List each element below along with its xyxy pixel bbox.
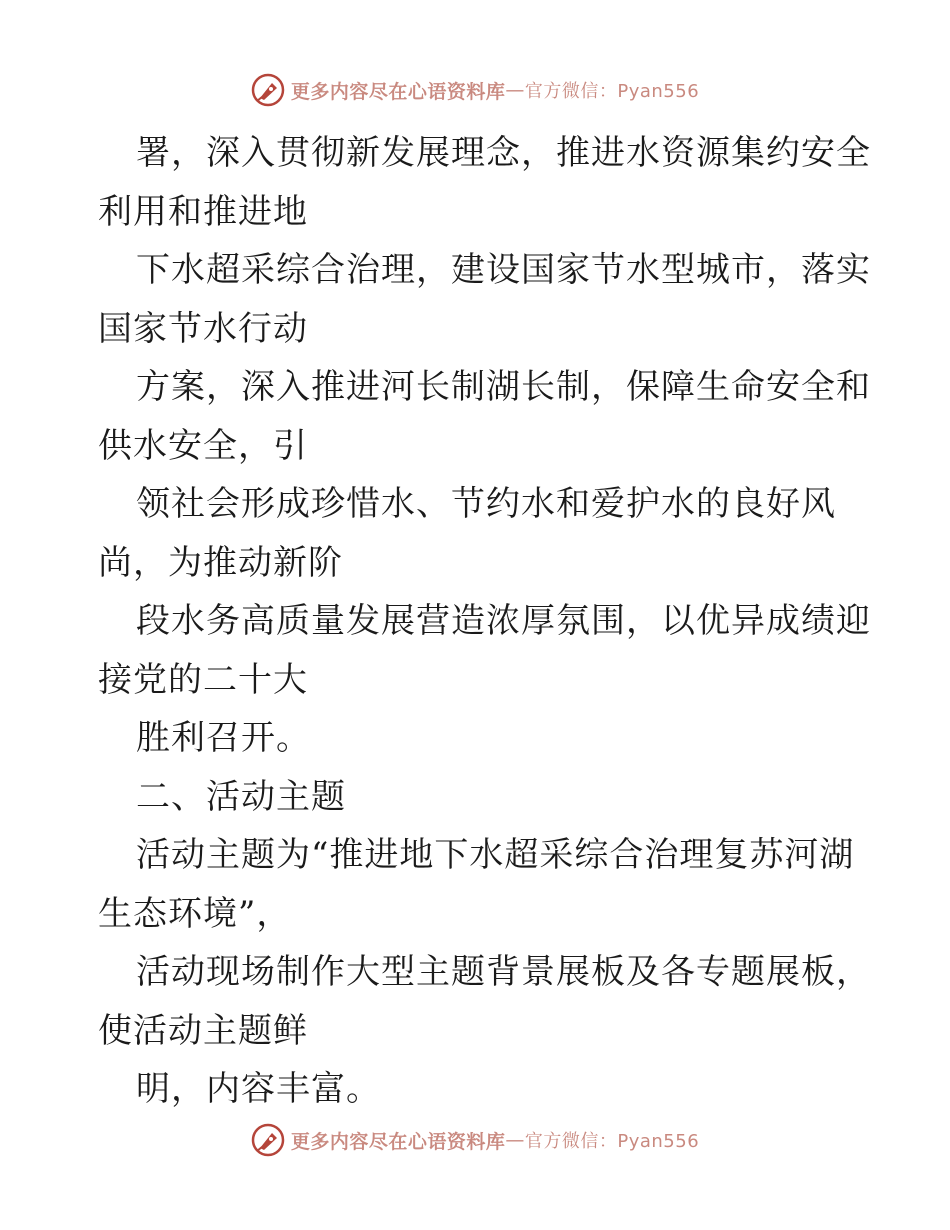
body-line: 活动主题为“推进地下水超采综合治理复苏河湖 — [136, 835, 855, 875]
pen-nib-logo-icon — [251, 73, 285, 107]
section-heading: 二、活动主题 — [136, 776, 346, 817]
footer-watermark-banner — [0, 1120, 950, 1160]
body-line: 署，深入贯彻新发展理念，推进水资源集约安全 — [136, 133, 871, 173]
banner-wechat-text: 官方微信：Pyan556 — [524, 1131, 700, 1152]
body-line: 段水务高质量发展营造浓厚氛围，以优异成绩迎 — [136, 601, 871, 641]
pen-nib-logo-icon — [251, 1123, 285, 1157]
banner-main-text: 更多内容尽在心语资料库 — [290, 80, 506, 103]
body-line: 领社会形成珍惜水、节约水和爱护水的良好风 — [136, 484, 836, 524]
body-line: 方案，深入推进河长制湖长制，保障生命安全和 — [136, 367, 871, 407]
body-line: 国家节水行动 — [98, 308, 308, 349]
body-line: 明，内容丰富。 — [136, 1069, 381, 1109]
banner-text — [291, 1127, 699, 1154]
banner-main-text: 更多内容尽在心语资料库 — [290, 1130, 506, 1153]
banner-separator: — — [505, 1129, 525, 1151]
banner-text — [291, 77, 699, 104]
document-body — [98, 124, 871, 1119]
body-line: 供水安全，引 — [98, 425, 308, 466]
body-line: 接党的二十大 — [98, 659, 308, 700]
body-line: 胜利召开。 — [136, 718, 311, 758]
body-line: 利用和推进地 — [98, 191, 308, 232]
header-watermark-banner — [0, 70, 950, 110]
banner-wechat-text: 官方微信：Pyan556 — [524, 81, 700, 102]
body-line: 尚，为推动新阶 — [98, 542, 343, 583]
body-line: 下水超采综合治理，建设国家节水型城市，落实 — [136, 250, 871, 290]
body-line: 生态环境”， — [98, 893, 292, 934]
body-line: 活动现场制作大型主题背景展板及各专题展板， — [136, 952, 871, 992]
body-line: 使活动主题鲜 — [98, 1010, 308, 1051]
banner-separator: — — [505, 79, 525, 101]
